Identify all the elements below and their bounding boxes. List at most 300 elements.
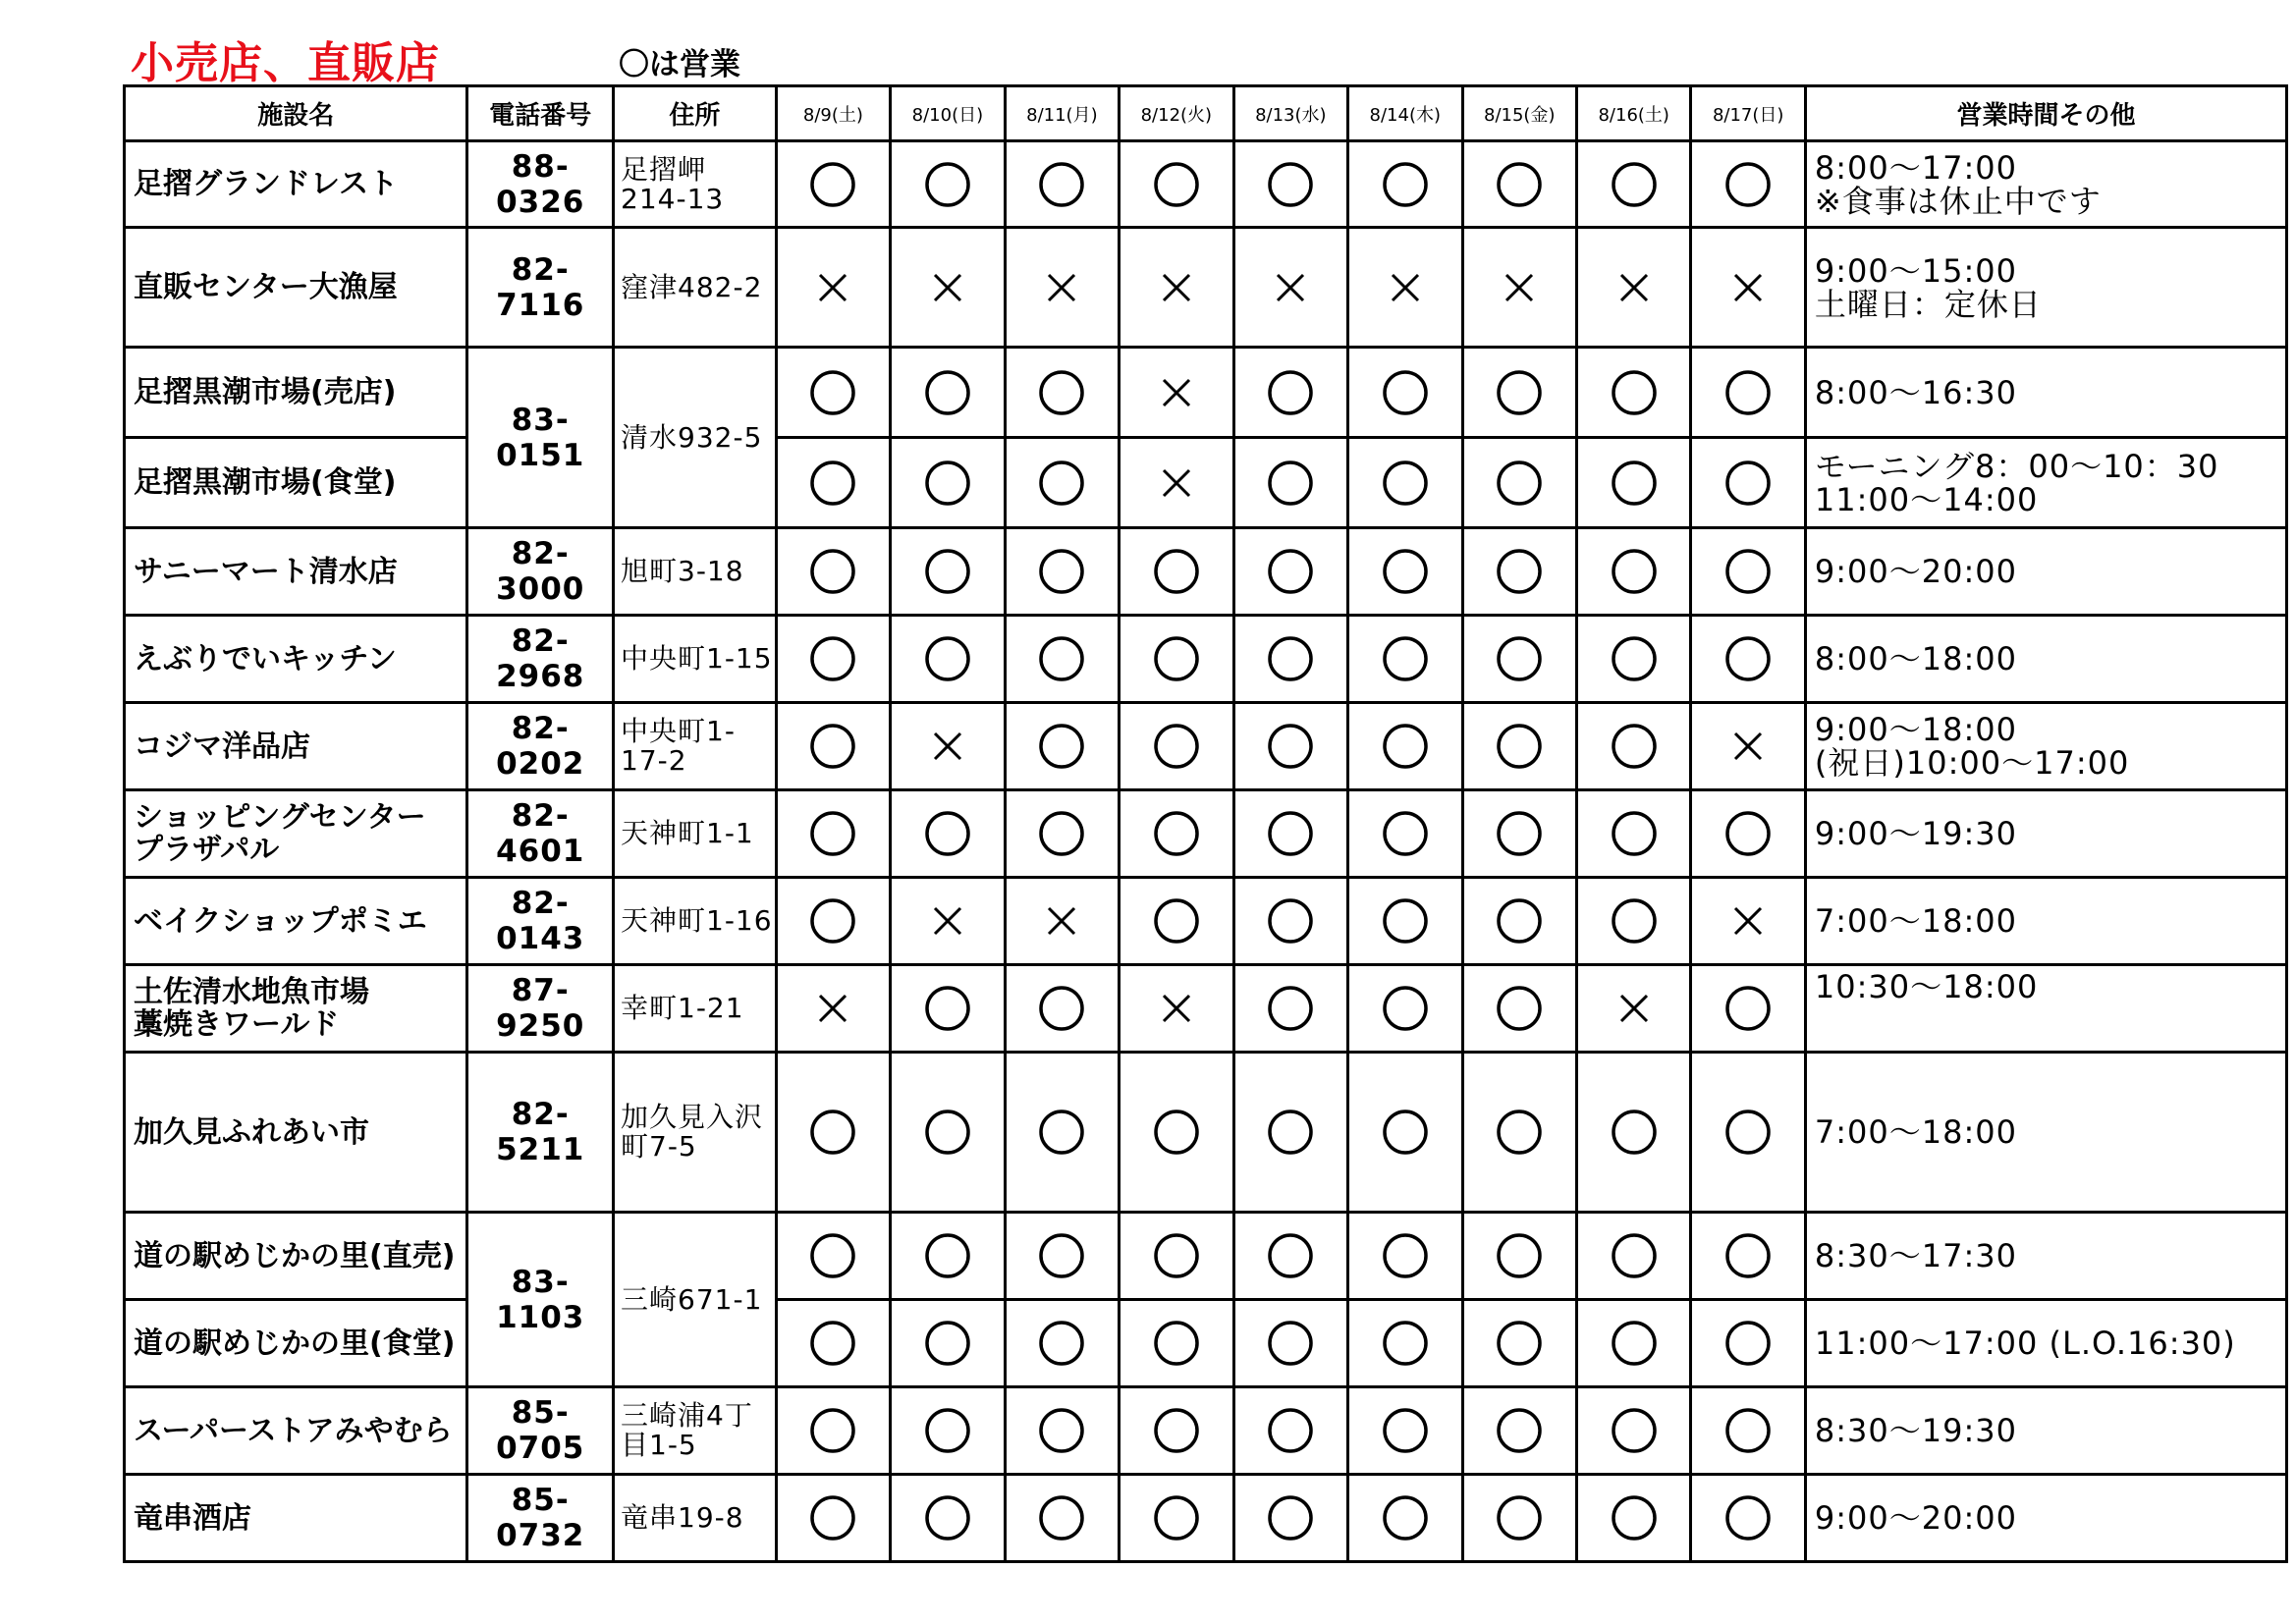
- address-line: 目1-5: [621, 1429, 697, 1461]
- table-row: [125, 1053, 2287, 1213]
- header-address: 住所: [614, 86, 777, 141]
- open-circle-icon: [1611, 897, 1658, 945]
- open-circle-icon: [1496, 1109, 1543, 1156]
- closed-cross-icon: [1382, 264, 1429, 311]
- open-circle-icon: [1382, 1232, 1429, 1279]
- status-cell: [1462, 141, 1576, 228]
- open-circle-icon: [1724, 460, 1772, 507]
- status-cell: [776, 965, 890, 1053]
- open-circle-icon: [809, 1494, 856, 1542]
- status-cell: [1120, 1300, 1233, 1387]
- open-circle-icon: [1153, 1232, 1200, 1279]
- open-circle-icon: [924, 1320, 971, 1367]
- status-cell: [1005, 348, 1119, 438]
- open-circle-icon: [1267, 1494, 1314, 1542]
- business-hours-line: 11:00～17:00 (L.O.16:30): [1814, 1325, 2236, 1362]
- open-circle-icon: [1038, 723, 1085, 770]
- status-cell: [1462, 1387, 1576, 1475]
- open-circle-icon: [1267, 460, 1314, 507]
- open-circle-icon: [1038, 161, 1085, 208]
- status-cell: [1005, 1300, 1119, 1387]
- open-circle-icon: [1724, 369, 1772, 416]
- status-cell: [776, 703, 890, 790]
- header-name: 施設名: [125, 86, 467, 141]
- status-cell: [1120, 141, 1233, 228]
- facility-name-line: えぶりでいキッチン: [134, 641, 397, 677]
- closed-cross-icon: [1153, 985, 1200, 1032]
- facility-name-line: サニーマート清水店: [134, 554, 398, 589]
- status-cell: [1462, 528, 1576, 616]
- open-circle-icon: [1382, 635, 1429, 682]
- open-circle-icon: [1382, 161, 1429, 208]
- open-circle-icon: [1611, 1109, 1658, 1156]
- header-phone: 電話番号: [467, 86, 614, 141]
- open-circle-icon: [924, 985, 971, 1032]
- phone-number: 85-0705: [467, 1387, 614, 1475]
- status-cell: [1576, 1475, 1690, 1562]
- open-circle-icon: [809, 460, 856, 507]
- business-hours: [1805, 141, 2286, 228]
- open-circle-icon: [1153, 1109, 1200, 1156]
- open-circle-icon: [924, 1494, 971, 1542]
- business-hours: [1805, 1213, 2286, 1300]
- open-circle-icon: [1611, 723, 1658, 770]
- table-row: [125, 1213, 2287, 1300]
- business-hours-line: 9:00～19:30: [1814, 815, 2017, 852]
- facility-name: [125, 348, 467, 438]
- header-date: 8/9(土): [776, 86, 890, 141]
- status-cell: [1576, 965, 1690, 1053]
- closed-cross-icon: [924, 723, 971, 770]
- status-cell: [1120, 965, 1233, 1053]
- status-cell: [1691, 965, 1805, 1053]
- table-row: [125, 790, 2287, 878]
- header-date: 8/10(日): [891, 86, 1005, 141]
- open-circle-icon: [924, 369, 971, 416]
- status-cell: [776, 1213, 890, 1300]
- address: [614, 348, 777, 528]
- open-circle-icon: [1611, 1232, 1658, 1279]
- address: [614, 1475, 777, 1562]
- status-cell: [776, 228, 890, 348]
- status-cell: [776, 616, 890, 703]
- open-circle-icon: [809, 548, 856, 595]
- address-line: 中央町1-: [621, 715, 736, 747]
- status-cell: [1691, 1475, 1805, 1562]
- open-circle-icon: [1038, 810, 1085, 857]
- open-circle-icon: [1382, 548, 1429, 595]
- business-hours-line: (祝日)10:00～17:00: [1814, 744, 2130, 782]
- open-circle-icon: [1724, 1320, 1772, 1367]
- status-cell: [1233, 616, 1347, 703]
- address-line: 窪津482-2: [621, 270, 763, 303]
- status-cell: [1691, 703, 1805, 790]
- status-cell: [776, 1387, 890, 1475]
- status-cell: [1005, 703, 1119, 790]
- status-cell: [891, 1300, 1005, 1387]
- open-circle-icon: [1496, 635, 1543, 682]
- status-cell: [1233, 1475, 1347, 1562]
- open-circle-icon: [809, 1320, 856, 1367]
- status-cell: [891, 528, 1005, 616]
- open-circle-icon: [1611, 1407, 1658, 1454]
- business-hours: [1805, 348, 2286, 438]
- open-circle-icon: [1267, 985, 1314, 1032]
- open-circle-icon: [809, 1232, 856, 1279]
- status-cell: [1348, 438, 1462, 528]
- status-cell: [891, 878, 1005, 965]
- facility-name-line: 藁焼きワールド: [134, 1007, 340, 1042]
- open-circle-icon: [1267, 1109, 1314, 1156]
- open-circle-icon: [1153, 1494, 1200, 1542]
- closed-cross-icon: [1267, 264, 1314, 311]
- status-cell: [1348, 141, 1462, 228]
- status-cell: [776, 348, 890, 438]
- facility-name-line: プラザパル: [134, 833, 280, 867]
- phone-number: 82-0143: [467, 878, 614, 965]
- status-cell: [776, 1053, 890, 1213]
- open-circle-icon: [1724, 1407, 1772, 1454]
- open-circle-icon: [1038, 369, 1085, 416]
- open-circle-icon: [1038, 548, 1085, 595]
- open-circle-icon: [924, 810, 971, 857]
- status-cell: [1233, 965, 1347, 1053]
- status-cell: [1691, 878, 1805, 965]
- open-circle-icon: [1382, 1407, 1429, 1454]
- facility-name-line: 竜串酒店: [134, 1500, 251, 1536]
- open-circle-icon: [809, 1407, 856, 1454]
- status-cell: [776, 878, 890, 965]
- open-circle-icon: [1267, 369, 1314, 416]
- business-hours-line: 11:00～14:00: [1814, 480, 2039, 518]
- open-circle-icon: [1267, 1407, 1314, 1454]
- facility-name: [125, 1053, 467, 1213]
- table-row: [125, 1387, 2287, 1475]
- status-cell: [1005, 1475, 1119, 1562]
- open-circle-icon: [1382, 897, 1429, 945]
- status-cell: [1691, 1213, 1805, 1300]
- open-circle-icon: [1496, 897, 1543, 945]
- status-cell: [1576, 141, 1690, 228]
- status-cell: [891, 141, 1005, 228]
- status-cell: [1233, 1053, 1347, 1213]
- open-circle-icon: [1496, 460, 1543, 507]
- address-line: 竜串19-8: [621, 1501, 744, 1534]
- business-hours-line: ※食事は休止中です: [1814, 182, 2102, 220]
- status-cell: [1576, 616, 1690, 703]
- facility-name-line: ショッピングセンター: [134, 800, 426, 835]
- open-circle-icon: [1724, 635, 1772, 682]
- open-circle-icon: [1724, 1232, 1772, 1279]
- status-cell: [776, 1300, 890, 1387]
- address: [614, 703, 777, 790]
- header-date: 8/13(水): [1233, 86, 1347, 141]
- address-line: 17-2: [621, 744, 687, 777]
- business-hours-line: 8:00～16:30: [1814, 373, 2017, 411]
- table-row: [125, 348, 2287, 438]
- open-circle-icon: [1267, 161, 1314, 208]
- table-row: [125, 1475, 2287, 1562]
- business-hours: [1805, 1475, 2286, 1562]
- status-cell: [1576, 228, 1690, 348]
- phone-number: 87-9250: [467, 965, 614, 1053]
- open-circle-icon: [1382, 723, 1429, 770]
- business-hours-line: 7:00～18:00: [1814, 1113, 2017, 1151]
- status-cell: [1348, 616, 1462, 703]
- address-line: 中央町1-15: [621, 642, 773, 675]
- phone-number: 82-5211: [467, 1053, 614, 1213]
- phone-number: 82-2968: [467, 616, 614, 703]
- facility-name-line: 足摺黒潮市場(食堂): [134, 465, 397, 500]
- phone-number: 82-3000: [467, 528, 614, 616]
- status-cell: [891, 1475, 1005, 1562]
- address-line: 214-13: [621, 182, 725, 215]
- open-circle-icon: [1724, 1109, 1772, 1156]
- open-circle-icon: [1382, 1320, 1429, 1367]
- open-circle-icon: [1382, 1494, 1429, 1542]
- open-circle-icon: [1038, 1494, 1085, 1542]
- business-hours: [1805, 1053, 2286, 1213]
- status-cell: [1233, 703, 1347, 790]
- address: [614, 790, 777, 878]
- open-circle-icon: [924, 1407, 971, 1454]
- address-line: 町7-5: [621, 1130, 697, 1163]
- address: [614, 1213, 777, 1387]
- status-cell: [1691, 1053, 1805, 1213]
- open-circle-icon: [1496, 985, 1543, 1032]
- open-circle-icon: [1496, 548, 1543, 595]
- address: [614, 528, 777, 616]
- table-row: [125, 141, 2287, 228]
- open-circle-icon: [809, 897, 856, 945]
- status-cell: [1120, 703, 1233, 790]
- open-circle-icon: [1038, 460, 1085, 507]
- status-cell: [1462, 703, 1576, 790]
- open-circle-icon: [1153, 1320, 1200, 1367]
- business-hours: [1805, 790, 2286, 878]
- open-circle-icon: [809, 161, 856, 208]
- status-cell: [1233, 228, 1347, 348]
- closed-cross-icon: [924, 897, 971, 945]
- status-cell: [1576, 878, 1690, 965]
- status-cell: [1691, 228, 1805, 348]
- page-title: 小売店、直販店: [131, 38, 440, 88]
- status-cell: [1348, 1300, 1462, 1387]
- address-line: 三崎671-1: [621, 1282, 763, 1316]
- closed-cross-icon: [809, 264, 856, 311]
- status-cell: [1576, 1387, 1690, 1475]
- status-cell: [1005, 1053, 1119, 1213]
- status-cell: [891, 790, 1005, 878]
- header-date: 8/16(土): [1576, 86, 1690, 141]
- address-line: 加久見入沢: [621, 1101, 764, 1133]
- open-circle-icon: [1267, 723, 1314, 770]
- business-hours-line: モーニング8：00～10：30: [1814, 447, 2219, 485]
- phone-number: 85-0732: [467, 1475, 614, 1562]
- status-cell: [1462, 348, 1576, 438]
- facility-name-line: 道の駅めじかの里(食堂): [134, 1326, 456, 1361]
- business-hours: [1805, 616, 2286, 703]
- open-circle-icon: [924, 1109, 971, 1156]
- status-cell: [1348, 790, 1462, 878]
- status-cell: [891, 1213, 1005, 1300]
- status-cell: [1576, 1213, 1690, 1300]
- status-cell: [891, 965, 1005, 1053]
- business-hours: [1805, 228, 2286, 348]
- open-circle-icon: [1153, 635, 1200, 682]
- table-row: [125, 703, 2287, 790]
- status-cell: [1348, 1053, 1462, 1213]
- status-cell: [1462, 965, 1576, 1053]
- facility-name-line: ベイクショップポミエ: [134, 903, 427, 939]
- status-cell: [1576, 438, 1690, 528]
- open-circle-icon: [809, 635, 856, 682]
- open-circle-icon: [1267, 1232, 1314, 1279]
- open-circle-icon: [1496, 1320, 1543, 1367]
- facility-name: [125, 703, 467, 790]
- business-hours-line: 8:00～18:00: [1814, 640, 2017, 677]
- facility-name: [125, 141, 467, 228]
- business-hours: [1805, 1387, 2286, 1475]
- open-circle-icon: [1724, 985, 1772, 1032]
- open-circle-icon: [1611, 460, 1658, 507]
- address: [614, 1053, 777, 1213]
- business-hours-line: 8:30～17:30: [1814, 1237, 2017, 1274]
- header-date: 8/12(火): [1120, 86, 1233, 141]
- open-circle-icon: [1153, 161, 1200, 208]
- status-cell: [1005, 878, 1119, 965]
- open-circle-icon: [924, 548, 971, 595]
- open-circle-icon: [809, 1109, 856, 1156]
- open-circle-icon: [1153, 548, 1200, 595]
- open-circle-icon: [1724, 161, 1772, 208]
- closed-cross-icon: [1153, 264, 1200, 311]
- open-circle-icon: [924, 161, 971, 208]
- open-circle-icon: [1382, 985, 1429, 1032]
- status-cell: [776, 1475, 890, 1562]
- facility-name: [125, 1475, 467, 1562]
- open-circle-icon: [1038, 635, 1085, 682]
- status-cell: [1120, 1053, 1233, 1213]
- status-cell: [1576, 1300, 1690, 1387]
- closed-cross-icon: [1153, 369, 1200, 416]
- business-hours: [1805, 528, 2286, 616]
- address-line: 天神町1-16: [621, 904, 773, 937]
- facility-name-line: 直販センター大漁屋: [134, 270, 398, 304]
- status-cell: [1462, 616, 1576, 703]
- phone-number: 83-0151: [467, 348, 614, 528]
- open-circle-icon: [1038, 1407, 1085, 1454]
- business-hours: [1805, 1300, 2286, 1387]
- status-cell: [1120, 878, 1233, 965]
- closed-cross-icon: [1724, 723, 1772, 770]
- status-cell: [1462, 438, 1576, 528]
- address-line: 清水932-5: [621, 420, 763, 454]
- closed-cross-icon: [1496, 264, 1543, 311]
- open-circle-icon: [1267, 1320, 1314, 1367]
- closed-cross-icon: [1611, 264, 1658, 311]
- status-cell: [1120, 528, 1233, 616]
- open-circle-icon: [1724, 810, 1772, 857]
- status-cell: [1005, 1387, 1119, 1475]
- open-circle-icon: [809, 369, 856, 416]
- status-cell: [776, 528, 890, 616]
- table-row: [125, 878, 2287, 965]
- facility-name-line: 足摺グランドレスト: [134, 167, 399, 201]
- open-circle-icon: [1382, 810, 1429, 857]
- status-cell: [1691, 528, 1805, 616]
- status-cell: [1462, 1053, 1576, 1213]
- open-circle-icon: [1267, 635, 1314, 682]
- open-circle-icon: [924, 635, 971, 682]
- business-hours: [1805, 438, 2286, 528]
- business-hours-table: [123, 84, 2288, 1563]
- status-cell: [1005, 790, 1119, 878]
- facility-name-line: コジマ洋品店: [134, 729, 310, 764]
- open-circle-icon: [1496, 723, 1543, 770]
- table-row: [125, 965, 2287, 1053]
- open-circle-icon: [1611, 635, 1658, 682]
- open-circle-icon: [1382, 460, 1429, 507]
- status-cell: [1120, 616, 1233, 703]
- address-line: 天神町1-1: [621, 817, 754, 849]
- address: [614, 616, 777, 703]
- status-cell: [1120, 1387, 1233, 1475]
- header-date: 8/15(金): [1462, 86, 1576, 141]
- status-cell: [1348, 1475, 1462, 1562]
- open-circle-icon: [1496, 1494, 1543, 1542]
- facility-name: [125, 1387, 467, 1475]
- status-cell: [1462, 228, 1576, 348]
- status-cell: [1005, 1213, 1119, 1300]
- open-circle-icon: [1038, 985, 1085, 1032]
- status-cell: [1348, 703, 1462, 790]
- open-circle-icon: [1724, 548, 1772, 595]
- status-cell: [1233, 528, 1347, 616]
- status-cell: [1005, 528, 1119, 616]
- status-cell: [1691, 616, 1805, 703]
- address-line: 足摺岬: [621, 152, 707, 186]
- status-cell: [1348, 228, 1462, 348]
- open-circle-icon: [809, 810, 856, 857]
- header-date: 8/17(日): [1691, 86, 1805, 141]
- address: [614, 878, 777, 965]
- status-cell: [1576, 790, 1690, 878]
- closed-cross-icon: [1724, 264, 1772, 311]
- facility-name-line: 加久見ふれあい市: [134, 1114, 369, 1150]
- business-hours-line: 9:00～15:00: [1814, 251, 2017, 290]
- business-hours: [1805, 878, 2286, 965]
- open-circle-icon: [1038, 1232, 1085, 1279]
- status-cell: [891, 616, 1005, 703]
- open-circle-icon: [1611, 810, 1658, 857]
- business-hours: [1805, 965, 2286, 1053]
- status-cell: [891, 1053, 1005, 1213]
- open-circle-icon: [1611, 548, 1658, 595]
- status-cell: [1576, 528, 1690, 616]
- status-cell: [1576, 348, 1690, 438]
- status-cell: [1576, 1053, 1690, 1213]
- phone-number: 88-0326: [467, 141, 614, 228]
- status-cell: [1233, 438, 1347, 528]
- table-row: [125, 438, 2287, 528]
- status-cell: [1462, 790, 1576, 878]
- table-row: [125, 228, 2287, 348]
- facility-name-line: 足摺黒潮市場(売店): [134, 375, 397, 409]
- status-cell: [1120, 1213, 1233, 1300]
- status-cell: [1120, 438, 1233, 528]
- closed-cross-icon: [809, 985, 856, 1032]
